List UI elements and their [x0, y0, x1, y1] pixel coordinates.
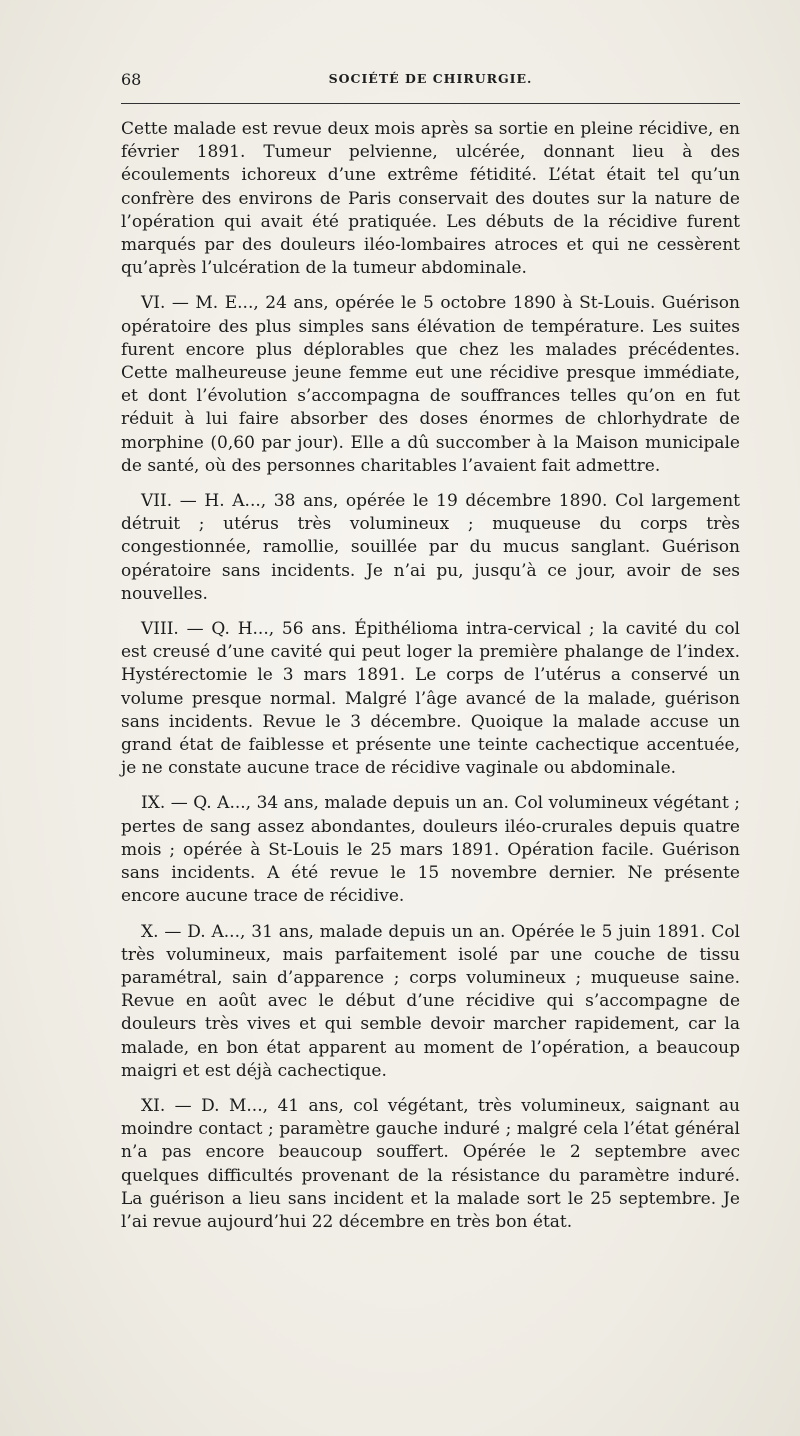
header-rule	[121, 103, 740, 104]
case-x-paragraph: X. — D. A..., 31 ans, malade depuis un an. Opérée le 5 juin 1891. Col très volumineux, mais parfaitement isolé par une couche de tissu paramétral, sain d’apparence ; corps volumineux ; muqueuse saine. Revue en août avec le début d’une récidive qui s’accompagne de douleurs très vives et qui semble devoir marcher rapidement, car la malade, en bon état apparent au moment de l’opération, a beaucoup maigri et est déjà cachectique.	[121, 921, 740, 1081]
paragraph-continuation: Cette malade est revue deux mois après sa sortie en pleine récidive, en février 1891. Tumeur pelvienne, ulcérée, donnant lieu à des écoulements ichoreux d’une extrême fétidité. L’état était tel qu’un confrère des environs de Paris conservait des doutes sur la nature de l’opération qui avait été pratiquée. Les débuts de la récidive furent marqués par des douleurs iléo-lombaires atroces et qui ne cessèrent qu’après l’ulcération de la tumeur abdominale.	[121, 119, 740, 279]
page-number: 68	[121, 70, 142, 89]
body-text	[121, 118, 740, 1246]
case-vi-paragraph: VI. — M. E..., 24 ans, opérée le 5 octobre 1890 à St-Louis. Guérison opératoire des plus simples sans élévation de température. Les suites furent encore plus déplorables que chez les malades précédentes. Cette malheureuse jeune femme eut une récidive presque immédiate, et dont l’évolution s’accompagna de souffrances telles qu’on en fut réduit à lui faire absorber des doses énormes de chlorhydrate de morphine (0,60 par jour). Elle a dû succomber à la Maison municipale de santé, où des personnes charitables l’avaient fait admettre.	[121, 293, 740, 476]
running-title: SOCIÉTÉ DE CHIRURGIE.	[328, 71, 533, 86]
case-xi-paragraph: XI. — D. M..., 41 ans, col végétant, très volumineux, saignant au moindre contact ; paramètre gauche induré ; malgré cela l’état général n’a pas encore beaucoup souffert. Opérée le 2 septembre avec quelques difficultés provenant de la résistance du paramètre induré. La guérison a lieu sans incident et la malade sort le 25 septembre. Je l’ai revue aujourd’hui 22 décembre en très bon état.	[121, 1095, 740, 1232]
case-vii-paragraph: VII. — H. A..., 38 ans, opérée le 19 décembre 1890. Col largement détruit ; utérus très volumineux ; muqueuse du corps très congestionnée, ramollie, souillée par du mucus sanglant. Guérison opératoire sans incidents. Je n’ai pu, jusqu’à ce jour, avoir de ses nouvelles.	[121, 491, 740, 604]
case-viii-paragraph: VIII. — Q. H..., 56 ans. Épithélioma intra-cervical ; la cavité du col est creusé d’une cavité qui peut loger la première phalange de l’index. Hystérectomie le 3 mars 1891. Le corps de l’utérus a conservé un volume presque normal. Malgré l’âge avancé de la malade, guérison sans incidents. Revue le 3 décembre. Quoique la malade accuse un grand état de faiblesse et présente une teinte cachectique accentuée, je ne constate aucune trace de récidive vaginale ou abdominale.	[121, 619, 740, 779]
page-header	[121, 70, 740, 96]
case-ix-paragraph: IX. — Q. A..., 34 ans, malade depuis un an. Col volumineux végétant ; pertes de sang assez abondantes, douleurs iléo-crurales depuis quatre mois ; opérée à St-Louis le 25 mars 1891. Opération facile. Guérison sans incidents. A été revue le 15 novembre dernier. Ne présente encore aucune trace de récidive.	[121, 793, 740, 907]
